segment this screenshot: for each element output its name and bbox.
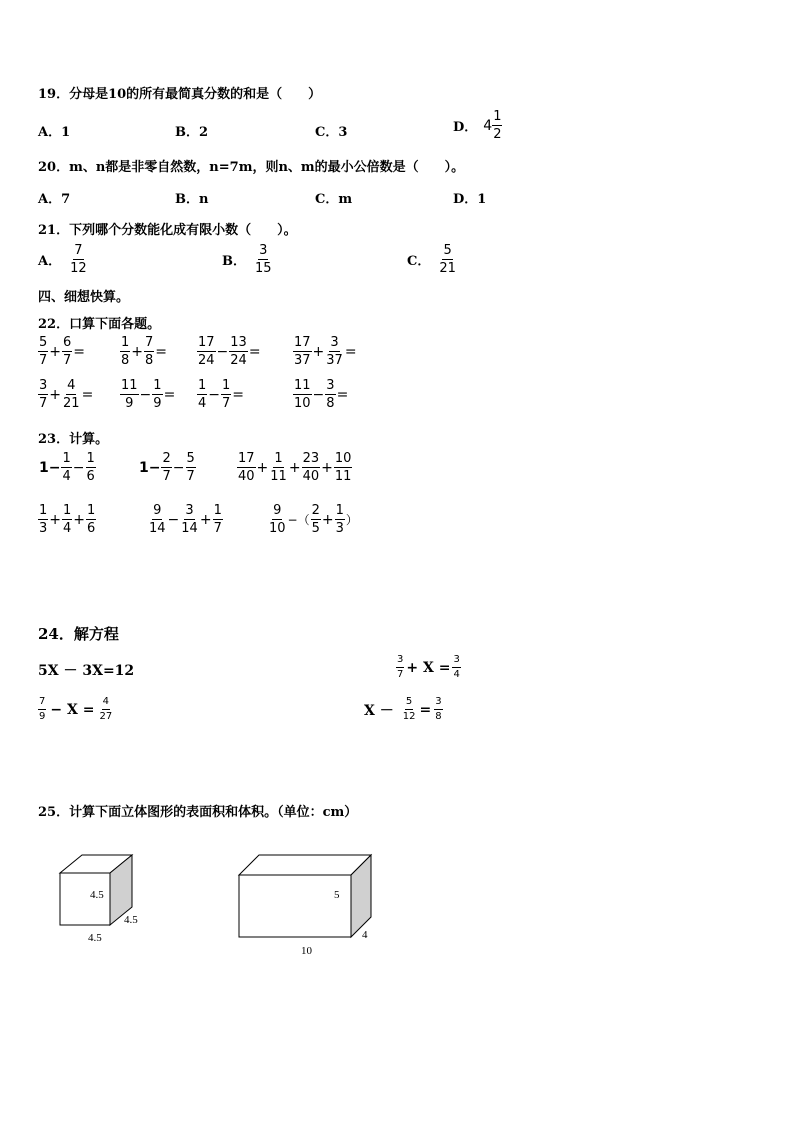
calc-expression-2 — [138, 452, 196, 483]
fraction — [98, 697, 113, 722]
q19-option-d[interactable] — [453, 110, 502, 141]
equation-middle: − X = — [50, 701, 95, 718]
close-paren: ） — [345, 513, 358, 527]
denominator: 37 — [326, 353, 343, 368]
numerator: 3 — [434, 697, 442, 710]
fraction — [402, 697, 417, 722]
fraction — [120, 379, 139, 410]
fraction — [62, 336, 72, 367]
cuboid-depth-label: 4 — [362, 929, 368, 941]
denominator: 6 — [86, 469, 95, 484]
numerator: 5 — [443, 243, 452, 258]
fraction — [396, 655, 404, 680]
numerator: 2 — [162, 451, 171, 466]
denominator: 24 — [198, 353, 215, 368]
equation-middle: = — [419, 701, 432, 718]
denominator: 8 — [435, 711, 442, 722]
denominator: 7 — [186, 469, 195, 484]
numerator: 17 — [238, 451, 255, 466]
operator: + — [49, 511, 62, 528]
denominator: 8 — [121, 353, 130, 368]
numerator: 1 — [39, 503, 48, 518]
equation-4 — [364, 697, 443, 722]
fraction — [237, 452, 256, 483]
calc-expression-4 — [38, 504, 96, 535]
fraction — [268, 504, 287, 535]
denominator: 9 — [153, 396, 162, 411]
denominator: 3 — [335, 521, 344, 536]
q20-option-a[interactable]: A．7 — [38, 192, 71, 207]
equation-middle: + X = — [406, 659, 451, 676]
numerator: 3 — [326, 378, 335, 393]
denominator: 4 — [198, 396, 207, 411]
denominator: 27 — [99, 711, 113, 722]
numerator: 13 — [230, 335, 247, 350]
fraction — [152, 379, 162, 410]
fraction — [161, 452, 171, 483]
oral-calc-item — [38, 379, 94, 410]
denominator: 7 — [39, 353, 48, 368]
oral-calc-item — [120, 379, 176, 410]
question-19: 19．分母是10的所有最简真分数的和是（ ） — [38, 87, 322, 102]
denominator: 37 — [294, 353, 311, 368]
fraction — [144, 336, 154, 367]
numerator: 3 — [452, 655, 460, 668]
numerator: 7 — [74, 243, 83, 258]
equation-1: 5X － 3X=12 — [38, 663, 135, 679]
operator: + — [73, 511, 86, 528]
question-21: 21．下列哪个分数能化成有限小数（ ）。 — [38, 223, 297, 238]
fraction — [229, 336, 248, 367]
mixed-whole: 4 — [483, 117, 493, 134]
fraction — [38, 504, 48, 535]
operator: + — [49, 343, 62, 360]
section-heading: 四、细想快算。 — [38, 290, 130, 305]
numerator: 1 — [63, 503, 72, 518]
cuboid-length-label: 10 — [301, 945, 312, 957]
denominator: 12 — [70, 261, 87, 276]
q19-option-c[interactable]: C．3 — [315, 125, 348, 140]
numerator: 1 — [222, 378, 231, 393]
operator: + — [312, 343, 325, 360]
fraction — [86, 504, 96, 535]
numerator: 17 — [198, 335, 215, 350]
denominator: 9 — [39, 711, 46, 722]
question-25: 25．计算下面立体图形的表面积和体积。（单位：cm） — [38, 805, 358, 820]
fraction — [325, 379, 335, 410]
denominator: 14 — [149, 521, 166, 536]
fraction — [213, 504, 223, 535]
operator: − — [72, 459, 85, 476]
denominator: 21 — [63, 396, 80, 411]
q20-option-c[interactable]: C．m — [315, 192, 353, 207]
fraction — [61, 452, 71, 483]
cube-figure — [50, 845, 160, 955]
numerator: 2 — [311, 503, 320, 518]
denominator: 11 — [334, 469, 352, 484]
numerator: 1 — [62, 451, 71, 466]
fraction — [334, 452, 353, 483]
numerator: 3 — [396, 655, 404, 668]
operator: − — [172, 459, 185, 476]
oral-calc-item — [197, 379, 245, 410]
numerator: 3 — [330, 335, 339, 350]
numerator: 9 — [273, 503, 282, 518]
q21-option-c[interactable] — [407, 244, 457, 275]
cube-bottom-label: 4.5 — [88, 932, 102, 944]
equation-lead: X － — [364, 702, 394, 719]
fraction — [197, 379, 207, 410]
denominator: 7 — [39, 396, 48, 411]
operator: − — [208, 386, 221, 403]
oral-calc-item — [197, 336, 262, 367]
numerator: 3 — [39, 378, 48, 393]
q21-option-a[interactable] — [38, 244, 88, 275]
denominator: 24 — [230, 353, 247, 368]
equation-3 — [38, 697, 113, 722]
equation-2 — [396, 655, 461, 680]
question-23: 23．计算。 — [38, 432, 109, 447]
fraction — [434, 697, 442, 722]
numerator: 5 — [186, 451, 195, 466]
numerator: 1 — [274, 451, 283, 466]
fraction — [302, 452, 321, 483]
option-label: A． — [38, 254, 62, 269]
denominator: 7 — [213, 521, 222, 536]
fraction — [221, 379, 231, 410]
fraction — [311, 504, 321, 535]
question-24: 24．解方程 — [38, 625, 119, 643]
fraction — [186, 452, 196, 483]
numerator: 7 — [145, 335, 154, 350]
denominator: 15 — [255, 261, 272, 276]
denominator: 5 — [311, 521, 320, 536]
denominator: 3 — [39, 521, 48, 536]
q20-option-d[interactable]: D．1 — [453, 192, 487, 207]
operator: −（ — [287, 513, 310, 527]
numerator: 5 — [39, 335, 48, 350]
denominator: 11 — [270, 469, 287, 484]
denominator: 7 — [397, 669, 404, 680]
equals-sign: = — [155, 343, 168, 360]
denominator: 8 — [326, 396, 335, 411]
numerator: 1 — [87, 503, 96, 518]
denominator: 4 — [62, 469, 71, 484]
cuboid-front-face — [239, 875, 351, 937]
fraction — [69, 244, 88, 275]
fraction — [86, 452, 96, 483]
denominator: 6 — [87, 521, 96, 536]
lead-term: 1− — [139, 459, 161, 476]
denominator: 10 — [269, 521, 286, 536]
fraction — [38, 379, 48, 410]
numerator: 1 — [153, 378, 162, 393]
fraction — [148, 504, 167, 535]
numerator: 1 — [335, 503, 344, 518]
fraction — [335, 504, 345, 535]
numerator: 10 — [334, 451, 352, 466]
fraction — [197, 336, 216, 367]
cube-side-label: 4.5 — [124, 914, 138, 926]
denominator: 40 — [302, 469, 320, 484]
numerator: 11 — [121, 378, 138, 393]
question-22: 22．口算下面各题。 — [38, 317, 161, 332]
calc-expression-6 — [268, 504, 359, 535]
operator: + — [321, 511, 334, 528]
fraction — [120, 336, 130, 367]
fraction — [269, 452, 288, 483]
fraction — [38, 336, 48, 367]
operator: − — [167, 511, 180, 528]
operator: + — [199, 511, 212, 528]
denominator: 10 — [294, 396, 311, 411]
cuboid-top-face — [239, 855, 371, 875]
operator: + — [288, 459, 301, 476]
operator: − — [312, 386, 325, 403]
oral-calc-item — [38, 336, 86, 367]
fraction — [325, 336, 344, 367]
operator: + — [49, 386, 62, 403]
fraction — [254, 244, 273, 275]
q20-option-b[interactable]: B．n — [175, 192, 209, 207]
equals-sign: = — [163, 386, 176, 403]
numerator: 3 — [259, 243, 268, 258]
q19-option-b[interactable]: B．2 — [175, 125, 209, 140]
denominator: 21 — [439, 261, 456, 276]
operator: + — [256, 459, 269, 476]
denominator: 8 — [145, 353, 154, 368]
oral-calc-item — [293, 336, 358, 367]
denominator: 14 — [181, 521, 198, 536]
numerator: 5 — [405, 697, 413, 710]
denominator: 12 — [402, 711, 416, 722]
fraction — [293, 379, 312, 410]
numerator: 23 — [302, 451, 320, 466]
numerator: 3 — [185, 503, 194, 518]
option-label: D． — [453, 120, 478, 135]
numerator: 1 — [213, 503, 222, 518]
numerator: 1 — [86, 451, 95, 466]
option-label: B． — [222, 254, 246, 269]
q21-option-b[interactable] — [222, 244, 273, 275]
numerator: 9 — [153, 503, 162, 518]
denominator: 7 — [162, 469, 171, 484]
calc-expression-1 — [38, 452, 96, 483]
calc-expression-5 — [148, 504, 223, 535]
numerator: 17 — [294, 335, 311, 350]
equals-sign: = — [73, 343, 86, 360]
fraction — [62, 504, 72, 535]
numerator: 1 — [121, 335, 130, 350]
q19-option-a[interactable]: A．1 — [38, 125, 71, 140]
fraction — [492, 110, 502, 141]
oral-calc-item — [293, 379, 349, 410]
option-label: C． — [407, 254, 431, 269]
numerator: 4 — [102, 697, 110, 710]
lead-term: 1− — [39, 459, 61, 476]
numerator: 11 — [294, 378, 311, 393]
cuboid-figure — [230, 845, 390, 965]
denominator: 9 — [125, 396, 134, 411]
fraction — [62, 379, 81, 410]
numerator: 1 — [493, 109, 502, 124]
denominator: 40 — [238, 469, 255, 484]
fraction — [38, 697, 46, 722]
denominator: 7 — [63, 353, 72, 368]
question-20: 20．m、n都是非零自然数，n=7m，则n、m的最小公倍数是（ ）。 — [38, 160, 465, 175]
numerator: 1 — [198, 378, 207, 393]
equals-sign: = — [248, 343, 261, 360]
operator: − — [139, 386, 152, 403]
fraction — [438, 244, 457, 275]
denominator: 4 — [453, 669, 460, 680]
equals-sign: = — [336, 386, 349, 403]
numerator: 7 — [38, 697, 46, 710]
operator: + — [321, 459, 333, 476]
equals-sign: = — [344, 343, 357, 360]
cube-front-label: 4.5 — [90, 889, 104, 901]
equals-sign: = — [81, 386, 94, 403]
denominator: 4 — [63, 521, 72, 536]
fraction — [452, 655, 460, 680]
numerator: 4 — [67, 378, 76, 393]
cuboid-height-label: 5 — [334, 889, 340, 901]
fraction — [180, 504, 199, 535]
oral-calc-item — [120, 336, 168, 367]
operator: + — [131, 343, 144, 360]
calc-expression-3 — [237, 452, 352, 483]
equals-sign: = — [232, 386, 245, 403]
denominator: 2 — [493, 127, 502, 142]
numerator: 6 — [63, 335, 72, 350]
operator: − — [216, 343, 229, 360]
denominator: 7 — [222, 396, 231, 411]
fraction — [293, 336, 312, 367]
